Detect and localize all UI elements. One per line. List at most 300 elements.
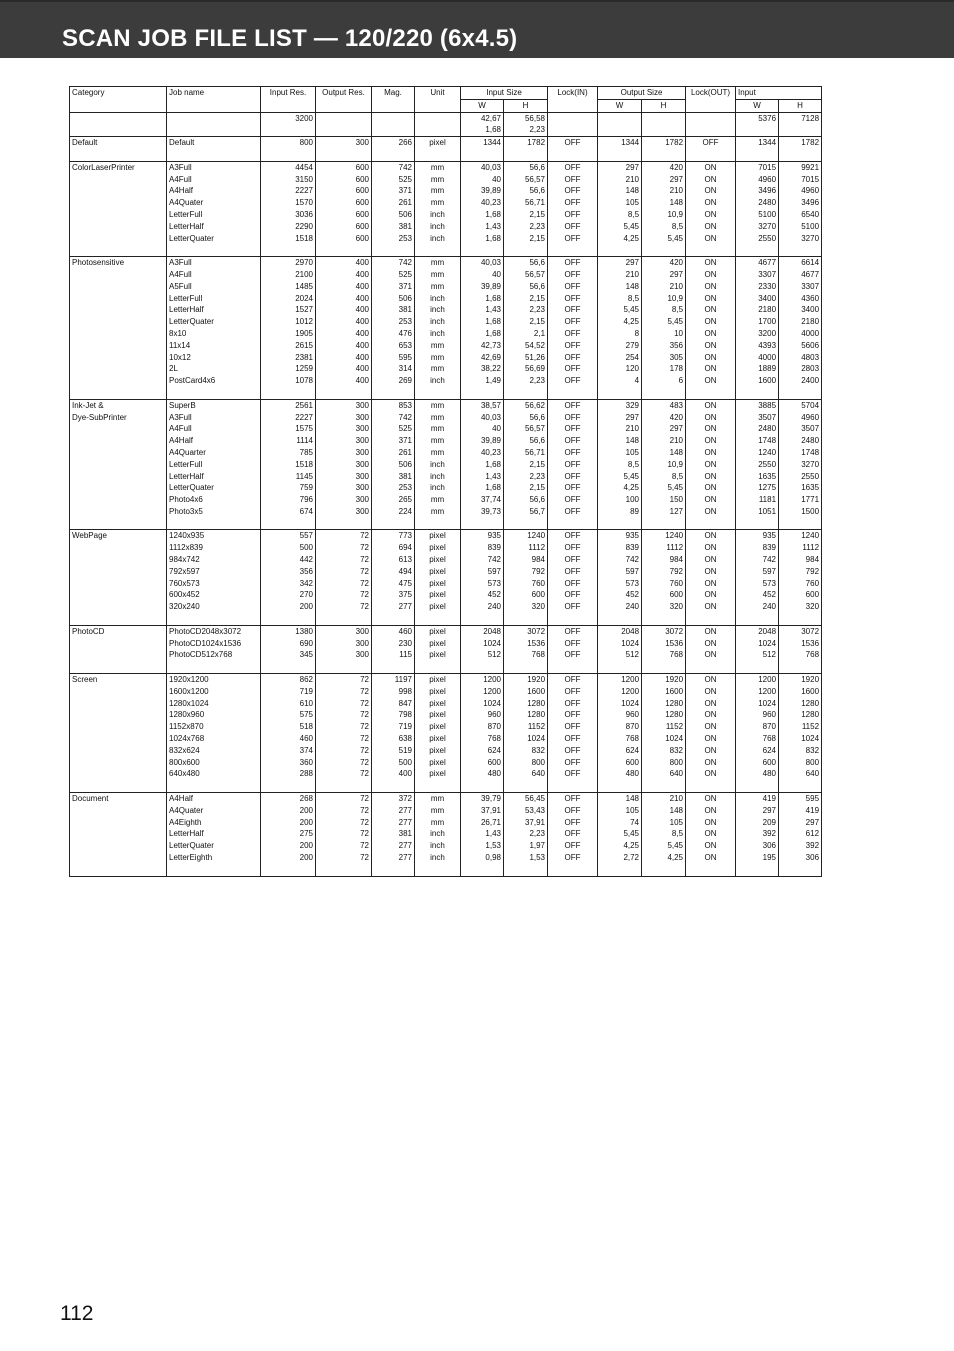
table-cell: 613: [372, 554, 415, 566]
table-cell: Document: [70, 793, 167, 805]
table-cell: ON: [686, 721, 736, 733]
table-cell: 480: [736, 768, 779, 780]
table-cell: 1024: [461, 638, 504, 650]
table-cell: [779, 518, 822, 530]
table-cell: 1600x1200: [167, 686, 261, 698]
table-cell: 2048: [461, 625, 504, 637]
table-cell: ON: [686, 698, 736, 710]
table-cell: mm: [415, 447, 461, 459]
table-cell: [548, 244, 598, 256]
table-cell: 1280: [504, 709, 548, 721]
table-cell: [70, 340, 167, 352]
col-header-lock-out: Lock(OUT): [686, 87, 736, 100]
table-cell: [736, 124, 779, 136]
table-cell: 1485: [261, 281, 316, 293]
table-cell: 5100: [779, 221, 822, 233]
table-cell: 279: [598, 340, 642, 352]
table-cell: [548, 124, 598, 136]
table-cell: OFF: [548, 161, 598, 173]
table-cell: OFF: [548, 542, 598, 554]
table-cell: 792x597: [167, 566, 261, 578]
table-cell: [70, 375, 167, 387]
table-cell: 4677: [736, 257, 779, 269]
table-row: [70, 840, 822, 852]
table-cell: 600: [316, 161, 372, 173]
table-cell: ON: [686, 161, 736, 173]
table-cell: 300: [316, 137, 372, 149]
table-cell: ON: [686, 542, 736, 554]
table-cell: [70, 112, 167, 124]
table-row: [70, 686, 822, 698]
table-cell: 4960: [779, 412, 822, 424]
table-cell: 1635: [736, 471, 779, 483]
table-row: [70, 638, 822, 650]
table-cell: 600: [504, 589, 548, 601]
table-cell: 768: [504, 649, 548, 661]
table-row: [70, 578, 822, 590]
table-cell: 3270: [736, 221, 779, 233]
table-cell: [736, 780, 779, 792]
table-cell: 483: [642, 399, 686, 411]
table-cell: 5,45: [642, 233, 686, 245]
table-cell: [372, 244, 415, 256]
table-cell: 525: [372, 174, 415, 186]
table-row: [70, 494, 822, 506]
table-cell: ON: [686, 649, 736, 661]
table-cell: 2290: [261, 221, 316, 233]
table-cell: 72: [316, 709, 372, 721]
table-cell: 1280: [779, 709, 822, 721]
table-cell: mm: [415, 340, 461, 352]
table-cell: 240: [598, 601, 642, 613]
table-cell: 210: [642, 281, 686, 293]
page-number: 112: [60, 1302, 94, 1325]
table-cell: [779, 149, 822, 161]
section-spacer-row: [70, 661, 822, 673]
table-cell: [70, 447, 167, 459]
table-cell: 120: [598, 363, 642, 375]
table-cell: 5100: [736, 209, 779, 221]
table-cell: inch: [415, 852, 461, 864]
section-spacer-row: [70, 613, 822, 625]
table-cell: A4Quarter: [167, 447, 261, 459]
table-cell: 10,9: [642, 209, 686, 221]
table-cell: mm: [415, 494, 461, 506]
table-cell: 8,5: [598, 293, 642, 305]
table-cell: 356: [261, 566, 316, 578]
table-cell: 1,49: [461, 375, 504, 387]
table-cell: 853: [372, 399, 415, 411]
table-cell: Photo3x5: [167, 506, 261, 518]
table-cell: 2550: [736, 233, 779, 245]
table-cell: OFF: [548, 233, 598, 245]
table-cell: 297: [736, 805, 779, 817]
table-cell: 374: [261, 745, 316, 757]
col-header-mag: Mag.: [372, 87, 415, 100]
table-cell: OFF: [548, 840, 598, 852]
table-cell: 1570: [261, 197, 316, 209]
table-cell: 1,68: [461, 328, 504, 340]
table-cell: 72: [316, 817, 372, 829]
table-cell: 6614: [779, 257, 822, 269]
table-cell: LetterHalf: [167, 304, 261, 316]
table-cell: 597: [598, 566, 642, 578]
table-cell: [504, 244, 548, 256]
table-cell: [642, 387, 686, 399]
table-cell: Screen: [70, 674, 167, 686]
table-cell: 300: [316, 435, 372, 447]
table-cell: [70, 316, 167, 328]
table-cell: OFF: [548, 757, 598, 769]
table-cell: 796: [261, 494, 316, 506]
table-cell: 200: [261, 852, 316, 864]
table-cell: [461, 780, 504, 792]
table-cell: [461, 387, 504, 399]
table-cell: 760: [504, 578, 548, 590]
table-cell: 1920: [504, 674, 548, 686]
table-cell: ON: [686, 686, 736, 698]
table-cell: A4Full: [167, 269, 261, 281]
table-cell: [70, 197, 167, 209]
table-cell: 277: [372, 817, 415, 829]
table-cell: 1,68: [461, 233, 504, 245]
table-cell: 742: [372, 412, 415, 424]
table-cell: 452: [736, 589, 779, 601]
table-cell: A5Full: [167, 281, 261, 293]
table-cell: 800: [261, 137, 316, 149]
table-cell: OFF: [548, 601, 598, 613]
table-cell: [598, 149, 642, 161]
table-cell: 2048: [598, 625, 642, 637]
col-header-output-size: Output Size: [598, 87, 686, 100]
table-cell: ON: [686, 709, 736, 721]
table-cell: ON: [686, 412, 736, 424]
table-cell: pixel: [415, 638, 461, 650]
table-cell: 148: [598, 793, 642, 805]
table-cell: 56,6: [504, 185, 548, 197]
table-cell: 1700: [736, 316, 779, 328]
table-cell: ON: [686, 578, 736, 590]
table-cell: 40: [461, 269, 504, 281]
table-cell: [167, 613, 261, 625]
table-cell: 760: [779, 578, 822, 590]
table-cell: 38,57: [461, 399, 504, 411]
table-cell: ON: [686, 399, 736, 411]
table-cell: 5704: [779, 399, 822, 411]
table-cell: pixel: [415, 566, 461, 578]
table-row: [70, 197, 822, 209]
table-cell: 72: [316, 686, 372, 698]
table-cell: 1748: [779, 447, 822, 459]
table-cell: [642, 518, 686, 530]
table-cell: OFF: [548, 340, 598, 352]
col-header-category: Category: [70, 87, 167, 100]
table-cell: [415, 149, 461, 161]
table-cell: [70, 435, 167, 447]
table-cell: 26,71: [461, 817, 504, 829]
table-cell: [504, 613, 548, 625]
table-cell: 56,57: [504, 269, 548, 281]
table-cell: 56,6: [504, 257, 548, 269]
table-cell: [548, 518, 598, 530]
table-cell: ON: [686, 817, 736, 829]
table-cell: [70, 589, 167, 601]
table-cell: 5,45: [642, 316, 686, 328]
table-cell: [70, 805, 167, 817]
table-cell: 1145: [261, 471, 316, 483]
table-cell: 56,62: [504, 399, 548, 411]
table-cell: [70, 387, 167, 399]
table-cell: [736, 387, 779, 399]
table-cell: 935: [461, 530, 504, 542]
table-cell: 40,03: [461, 161, 504, 173]
table-cell: [779, 244, 822, 256]
table-cell: [779, 124, 822, 136]
table-cell: pixel: [415, 745, 461, 757]
table-cell: ON: [686, 459, 736, 471]
table-cell: Ink-Jet &: [70, 399, 167, 411]
table-cell: OFF: [548, 399, 598, 411]
table-cell: [70, 459, 167, 471]
table-cell: ON: [686, 852, 736, 864]
table-cell: 759: [261, 482, 316, 494]
table-cell: OFF: [548, 363, 598, 375]
table-cell: 984: [779, 554, 822, 566]
table-cell: 597: [461, 566, 504, 578]
table-cell: mm: [415, 257, 461, 269]
table-cell: 105: [598, 197, 642, 209]
col-header-input-h: H: [779, 99, 822, 112]
table-cell: A4Half: [167, 793, 261, 805]
table-cell: [372, 112, 415, 124]
table-cell: pixel: [415, 137, 461, 149]
table-cell: [70, 745, 167, 757]
table-cell: 72: [316, 745, 372, 757]
table-cell: mm: [415, 352, 461, 364]
table-cell: 148: [642, 447, 686, 459]
table-cell: 1,43: [461, 471, 504, 483]
col-header-output-size-h: H: [642, 99, 686, 112]
table-cell: 39,79: [461, 793, 504, 805]
table-cell: [372, 387, 415, 399]
table-cell: OFF: [548, 174, 598, 186]
table-cell: 3496: [779, 197, 822, 209]
col-header-input-res: Input Res.: [261, 87, 316, 100]
table-cell: 595: [779, 793, 822, 805]
table-cell: [70, 518, 167, 530]
table-cell: 210: [642, 435, 686, 447]
table-cell: 638: [372, 733, 415, 745]
table-cell: 1748: [736, 435, 779, 447]
table-cell: 400: [316, 304, 372, 316]
table-cell: ON: [686, 554, 736, 566]
table-row: [70, 589, 822, 601]
table-cell: 1200: [598, 686, 642, 698]
table-cell: ON: [686, 304, 736, 316]
page-title: SCAN JOB FILE LIST — 120/220 (6x4.5): [62, 25, 518, 52]
table-cell: 792: [779, 566, 822, 578]
table-cell: inch: [415, 233, 461, 245]
table-cell: 254: [598, 352, 642, 364]
table-cell: 8x10: [167, 328, 261, 340]
table-cell: 1152: [642, 721, 686, 733]
table-cell: [70, 293, 167, 305]
table-cell: 40,23: [461, 447, 504, 459]
table-row: [70, 316, 822, 328]
table-cell: ON: [686, 174, 736, 186]
section-spacer-row: [70, 244, 822, 256]
table-cell: 1518: [261, 459, 316, 471]
table-cell: 342: [261, 578, 316, 590]
table-cell: [316, 613, 372, 625]
table-cell: 74: [598, 817, 642, 829]
table-cell: 760x573: [167, 578, 261, 590]
table-cell: ON: [686, 745, 736, 757]
table-row: [70, 293, 822, 305]
table-cell: [642, 613, 686, 625]
table-cell: 72: [316, 768, 372, 780]
table-cell: 2480: [779, 435, 822, 447]
table-cell: ON: [686, 674, 736, 686]
table-cell: 1,68: [461, 209, 504, 221]
table-cell: 72: [316, 793, 372, 805]
table-cell: 870: [461, 721, 504, 733]
table-cell: 653: [372, 340, 415, 352]
table-cell: 4360: [779, 293, 822, 305]
table-cell: OFF: [548, 435, 598, 447]
table-cell: 72: [316, 840, 372, 852]
table-cell: 624: [461, 745, 504, 757]
table-cell: 224: [372, 506, 415, 518]
table-cell: 600x452: [167, 589, 261, 601]
table-cell: [548, 864, 598, 876]
table-cell: [261, 780, 316, 792]
table-cell: [415, 613, 461, 625]
table-row: [70, 363, 822, 375]
table-cell: 4454: [261, 161, 316, 173]
table-row: [70, 340, 822, 352]
table-cell: 261: [372, 447, 415, 459]
table-cell: 460: [372, 625, 415, 637]
table-cell: 1024: [598, 698, 642, 710]
table-cell: 1280: [779, 698, 822, 710]
table-cell: 8,5: [642, 221, 686, 233]
table-cell: OFF: [548, 745, 598, 757]
table-cell: [261, 124, 316, 136]
table-cell: 832: [642, 745, 686, 757]
table-cell: 1078: [261, 375, 316, 387]
table-cell: PostCard4x6: [167, 375, 261, 387]
table-row: [70, 328, 822, 340]
table-cell: 719: [261, 686, 316, 698]
table-cell: 1920x1200: [167, 674, 261, 686]
table-cell: 3400: [736, 293, 779, 305]
table-cell: OFF: [548, 459, 598, 471]
table-cell: 39,89: [461, 185, 504, 197]
table-cell: 300: [316, 506, 372, 518]
table-row: [70, 447, 822, 459]
table-cell: 1024: [504, 733, 548, 745]
table-row: [70, 601, 822, 613]
table-cell: 5,45: [598, 221, 642, 233]
table-cell: 400: [316, 316, 372, 328]
table-cell: 306: [736, 840, 779, 852]
table-cell: OFF: [548, 828, 598, 840]
table-cell: 277: [372, 840, 415, 852]
table-cell: 742: [372, 257, 415, 269]
table-cell: 460: [261, 733, 316, 745]
section-spacer-row: [70, 780, 822, 792]
table-cell: mm: [415, 412, 461, 424]
table-cell: [261, 864, 316, 876]
table-cell: 297: [642, 269, 686, 281]
table-cell: OFF: [548, 566, 598, 578]
table-cell: 420: [642, 412, 686, 424]
table-cell: ON: [686, 793, 736, 805]
table-cell: 56,57: [504, 423, 548, 435]
table-cell: 6: [642, 375, 686, 387]
table-cell: 300: [316, 625, 372, 637]
table-cell: 5,45: [598, 828, 642, 840]
table-cell: 230: [372, 638, 415, 650]
table-cell: 862: [261, 674, 316, 686]
table-cell: 72: [316, 733, 372, 745]
table-cell: 800x600: [167, 757, 261, 769]
table-cell: 10x12: [167, 352, 261, 364]
table-cell: 240: [736, 601, 779, 613]
table-cell: 600: [736, 757, 779, 769]
table-cell: 1197: [372, 674, 415, 686]
table-cell: mm: [415, 506, 461, 518]
table-cell: 3270: [779, 233, 822, 245]
scan-job-table: [69, 86, 822, 877]
table-row: [70, 542, 822, 554]
table-cell: 1,97: [504, 840, 548, 852]
table-cell: [316, 149, 372, 161]
table-cell: [779, 613, 822, 625]
table-cell: OFF: [548, 709, 598, 721]
table-cell: ON: [686, 638, 736, 650]
table-cell: 2,72: [598, 852, 642, 864]
table-cell: 768: [736, 733, 779, 745]
table-cell: OFF: [548, 721, 598, 733]
table-cell: 1536: [504, 638, 548, 650]
table-cell: 800: [504, 757, 548, 769]
table-cell: ON: [686, 601, 736, 613]
table-cell: 56,45: [504, 793, 548, 805]
table-row: [70, 530, 822, 542]
table-cell: 72: [316, 698, 372, 710]
table-cell: OFF: [548, 185, 598, 197]
table-cell: 320: [504, 601, 548, 613]
table-cell: 277: [372, 805, 415, 817]
table-cell: 148: [598, 281, 642, 293]
table-cell: 984x742: [167, 554, 261, 566]
table-cell: 1200: [736, 674, 779, 686]
table-cell: 506: [372, 293, 415, 305]
table-cell: pixel: [415, 721, 461, 733]
table-cell: ON: [686, 423, 736, 435]
table-cell: ON: [686, 352, 736, 364]
table-cell: mm: [415, 174, 461, 186]
table-cell: 8: [598, 328, 642, 340]
table-cell: [461, 661, 504, 673]
table-cell: 1,53: [504, 852, 548, 864]
table-cell: Default: [167, 137, 261, 149]
table-cell: 3507: [779, 423, 822, 435]
table-cell: 371: [372, 185, 415, 197]
table-cell: 694: [372, 542, 415, 554]
